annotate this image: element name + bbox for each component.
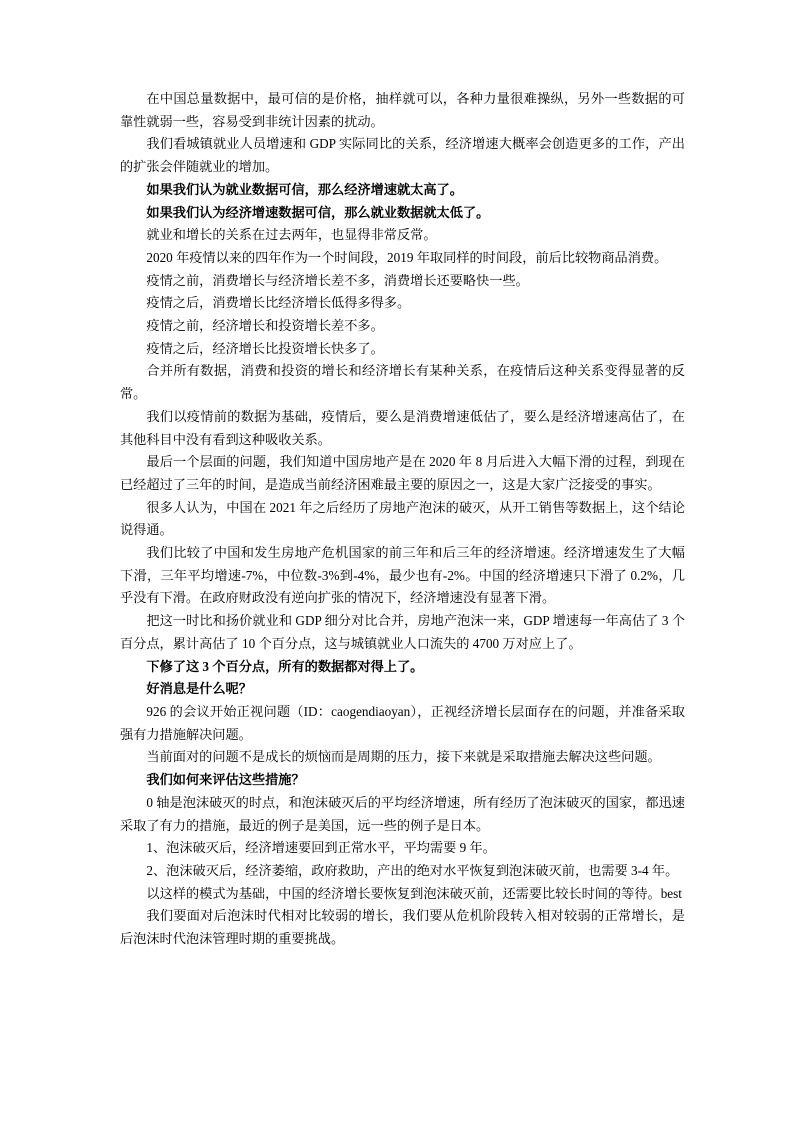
paragraph: 2、泡沫破灭后，经济萎缩，政府救助，产出的绝对水平恢复到泡沫破灭前，也需要 3-4 年。 [146, 862, 679, 878]
paragraph: 1、泡沫破灭后，经济增速要回到正常水平，平均需要 9 年。 [146, 840, 496, 856]
paragraph: 我们看城镇就业人员增速和 GDP 实际同比的关系，经济增速大概率会创造更多的工作，产出的扩张会伴随就业的增加。 [120, 136, 685, 175]
paragraph: 我们比较了中国和发生房地产危机国家的前三年和后三年的经济增速。经济增速发生了大幅下滑，三年平均增速-7%，中位数-3%到-4%，最少也有-2%。中国的经济增速只下滑了 0.2%，几乎没有下滑。在政府财政没有逆向扩张的情况下，经济增速没有显著下滑。 [120, 545, 685, 606]
paragraph-emphasis: 如果我们认为经济增速数据可信，那么就业数据就太低了。 [146, 204, 490, 220]
paragraph: 合并所有数据，消费和投资的增长和经济增长有某种关系，在疫情后这种关系变得显著的反常。 [120, 363, 685, 402]
paragraph: 我们要面对后泡沫时代相对比较弱的增长，我们要从危机阶段转入相对较弱的正常增长，是后泡沫时代泡沫管理时期的重要挑战。 [120, 908, 685, 947]
paragraph: 疫情之前，消费增长与经济增长差不多，消费增长还要略快一些。 [146, 272, 529, 288]
paragraph: 0 轴是泡沫破灭的时点，和泡沫破灭后的平均经济增速，所有经历了泡沫破灭的国家，都迅速采取了有力的措施，最近的例子是美国，远一些的例子是日本。 [120, 794, 685, 833]
paragraph: 最后一个层面的问题，我们知道中国房地产是在 2020 年 8 月后进入大幅下滑的过程，到现在已经超过了三年的时间，是造成当前经济困难最主要的原因之一，这是大家广泛接受的事实。 [120, 454, 685, 492]
paragraph: 当前面对的问题不是成长的烦恼而是周期的压力，接下来就是采取措施去解决这些问题。 [146, 749, 661, 765]
document-body [120, 88, 685, 951]
paragraph: 疫情之后，经济增长比投资增长快多了。 [146, 340, 384, 356]
paragraph: 很多人认为，中国在 2021 年之后经历了房地产泡沫的破灭，从开工销售等数据上，这个结论说得通。 [120, 499, 685, 538]
paragraph: 疫情之前，经济增长和投资增长差不多。 [146, 318, 384, 334]
paragraph: 把这一时比和扬价就业和 GDP 细分对比合并，房地产泡沫一来，GDP 增速每一年高估了 3 个百分点，累计高估了 10 个百分点，这与城镇就业人口流失的 4700 万对应上了。 [120, 613, 685, 651]
paragraph-emphasis: 好消息是什么呢？ [146, 681, 252, 697]
paragraph: 2020 年疫情以来的四年作为一个时间段，2019 年取同样的时间段，前后比较物商品消费。 [146, 249, 668, 265]
paragraph-emphasis: 如果我们认为就业数据可信，那么经济增速就太高了。 [146, 181, 463, 197]
paragraph: 我们以疫情前的数据为基础，疫情后，要么是消费增速低估了，要么是经济增速高估了，在其他科目中没有看到这种吸收关系。 [120, 408, 685, 447]
paragraph: 在中国总量数据中，最可信的是价格，抽样就可以，各种力量很难操纵，另外一些数据的可靠性就弱一些，容易受到非统计因素的扰动。 [120, 91, 685, 129]
paragraph: 就业和增长的关系在过去两年，也显得非常反常。 [146, 227, 437, 243]
paragraph: 以这样的模式为基础，中国的经济增长要恢复到泡沫破灭前，还需要比较长时间的等待。best [146, 885, 682, 901]
paragraph: 926 的会议开始正视问题（ID：caogendiaoyan），正视经济增长层面存在的问题，并准备采取强有力措施解决问题。 [120, 703, 685, 742]
paragraph-emphasis: 下修了这 3 个百分点，所有的数据都对得上了。 [146, 658, 424, 674]
paragraph-emphasis: 我们如何来评估这些措施？ [146, 772, 305, 788]
paragraph: 疫情之后，消费增长比经济增长低得多得多。 [146, 295, 411, 311]
